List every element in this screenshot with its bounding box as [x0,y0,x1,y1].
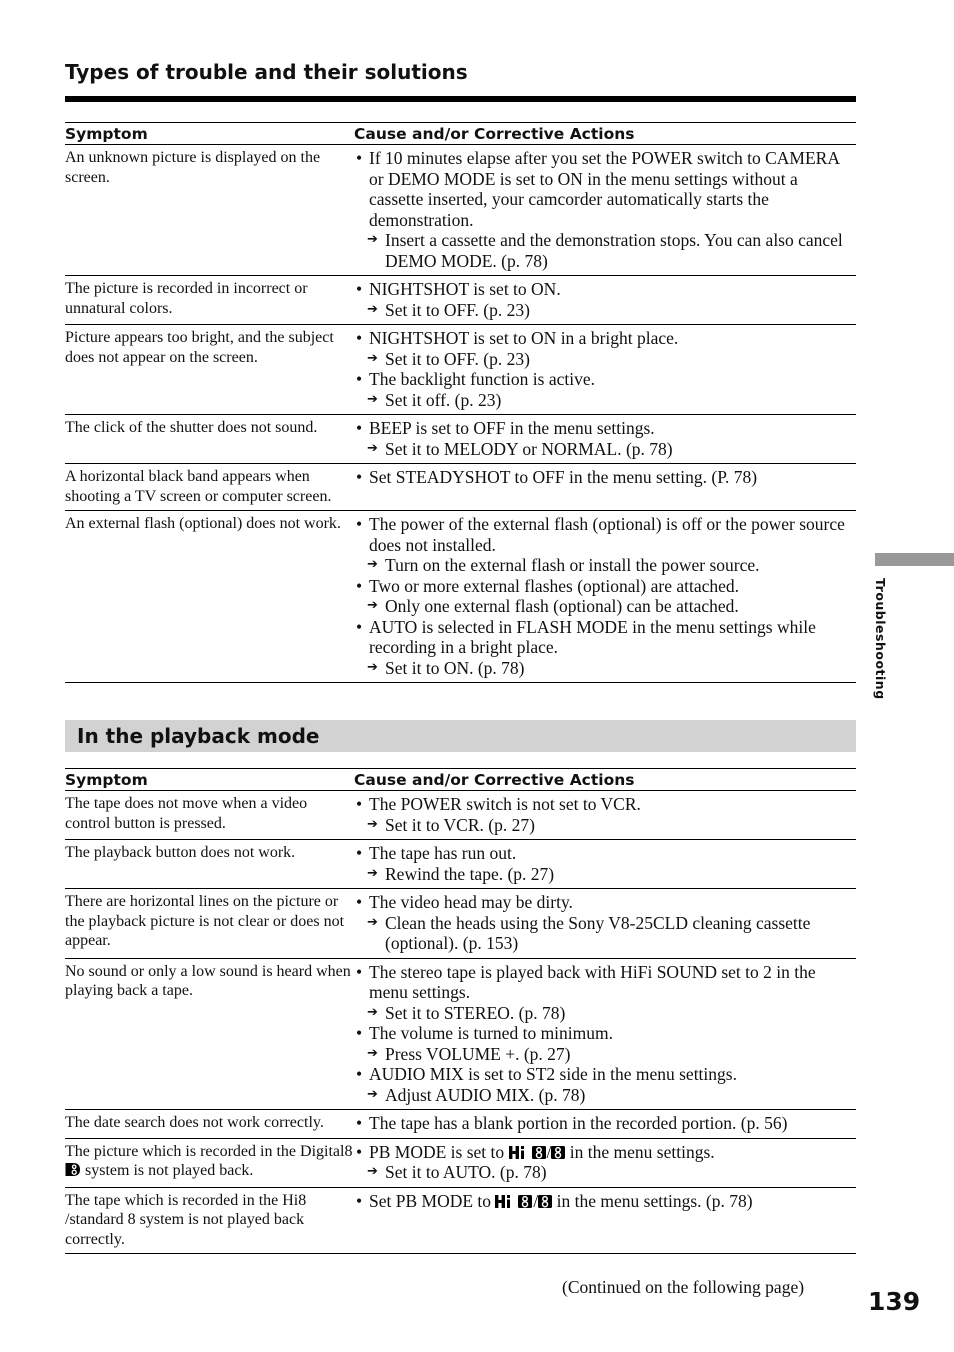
symptom-cell: The playback button does not work. [65,840,354,889]
symptom-cell: The tape does not move when a video control button is pressed. [65,791,354,840]
corrective-action [354,300,856,321]
action-text: Rewind the tape. (p. 27) [385,863,555,884]
right-arrow-icon: ➔ [367,816,378,832]
bullet-item [354,1113,856,1134]
corrective-action [354,1085,856,1106]
corrective-action [354,1162,856,1183]
playback-trouble-table [65,768,856,1254]
action-text: Set it to MELODY or NORMAL. (p. 78) [385,438,673,459]
cause-cell [354,791,856,840]
table-row [65,791,856,840]
symptom-cell: An external flash (optional) does not work. [65,511,354,683]
bullet-item [354,514,856,555]
action-text: Insert a cassette and the demonstration stops. You can also cancel DEMO MODE. (p. 78) [385,230,843,271]
cause-cell [354,1110,856,1139]
action-text: Set it to OFF. (p. 23) [385,348,530,369]
action-text: Two or more external flashes (optional) are attached. [369,575,740,596]
hi8-logo-icon [509,1145,547,1160]
action-text: The backlight function is active. [369,369,595,389]
action-text: The video head may be dirty. [369,892,573,912]
right-arrow-icon: ➔ [367,1045,378,1061]
side-section-label: Troubleshooting [873,578,888,700]
right-arrow-icon: ➔ [367,865,378,881]
recording-trouble-table [65,122,856,683]
action-text: The tape has a blank portion in the recorded portion. (p. 56) [369,1113,788,1133]
bullet-item [354,1064,856,1085]
table-row [65,415,856,464]
action-text: BEEP is set to OFF in the menu settings. [369,418,655,438]
table-row [65,958,856,1110]
corrective-action [354,555,856,576]
right-arrow-icon: ➔ [367,232,378,247]
action-list [354,1113,856,1134]
action-text: / [546,1141,552,1162]
action-text: Adjust AUDIO MIX. (p. 78) [385,1084,586,1105]
action-text: Press VOLUME +. (p. 27) [385,1043,571,1064]
right-arrow-icon: ➔ [367,440,378,456]
symptom-cell: The click of the shutter does not sound. [65,415,354,464]
bullet-item [354,1142,856,1163]
action-text: Set STEADYSHOT to OFF in the menu setting. (P. 78) [369,467,758,487]
symptom-header: Symptom [65,123,354,145]
action-list [354,794,856,835]
corrective-action [354,230,856,271]
action-text: / [533,1190,539,1211]
table-row [65,276,856,325]
action-text: Set it off. (p. 23) [385,389,502,410]
corrective-action [354,864,856,885]
right-arrow-icon: ➔ [367,1004,378,1020]
right-arrow-icon: ➔ [367,1164,378,1179]
action-text: in the menu settings. (p. 78) [552,1190,753,1211]
action-text: Set PB MODE to [369,1190,496,1211]
corrective-action [354,439,856,460]
bullet-item [354,418,856,439]
action-text: Set it to VCR. (p. 27) [385,814,535,835]
action-text: The POWER switch is not set to VCR. [369,794,641,814]
side-tab-marker [875,553,954,566]
action-list [354,467,856,488]
action-list [354,148,856,271]
table-row [65,889,856,959]
action-text: PB MODE is set to [369,1141,509,1162]
corrective-action [354,596,856,617]
bullet-item [354,617,856,658]
symptom-cell: The picture is recorded in incorrect or unnatural colors. [65,276,354,325]
symptom-text: The picture which is recorded in the Digital8 [65,1142,353,1160]
right-arrow-icon: ➔ [367,557,378,572]
action-text: NIGHTSHOT is set to ON. [369,279,561,299]
action-list [354,892,856,954]
section-title: Types of trouble and their solutions [65,60,468,84]
table-row [65,145,856,276]
table-header-row [65,123,856,145]
cause-cell [354,415,856,464]
cause-cell [354,1138,856,1187]
right-arrow-icon: ➔ [367,350,378,366]
symptom-cell: No sound or only a low sound is heard when playing back a tape. [65,958,354,1110]
symptom-cell: Picture appears too bright, and the subject does not appear on the screen. [65,325,354,415]
bullet-item [354,369,856,390]
table-row [65,1110,856,1139]
action-text: Turn on the external flash or install the power source. [385,555,760,575]
action-text: in the menu settings. [565,1141,715,1162]
cause-cell [354,511,856,683]
symptom-cell: An unknown picture is displayed on the screen. [65,145,354,276]
standard-8-logo-icon [538,1194,552,1209]
action-list [354,418,856,459]
action-text: AUDIO MIX is set to ST2 side in the menu settings. [369,1064,737,1084]
cause-header: Cause and/or Corrective Actions [354,769,856,791]
action-text: The volume is turned to minimum. [369,1023,614,1043]
cause-cell [354,276,856,325]
corrective-action [354,815,856,836]
action-text: NIGHTSHOT is set to ON in a bright place. [369,328,679,348]
right-arrow-icon: ➔ [367,659,378,675]
action-text: If 10 minutes elapse after you set the POWER switch to CAMERA or DEMO MODE is set to ON in the menu settings without a cassette inserted, your camcorder automatically starts the demonstration. [369,148,839,230]
action-list [354,514,856,678]
table-row [65,325,856,415]
bullet-item [354,328,856,349]
table-row [65,1138,856,1187]
action-list [354,1142,856,1183]
standard-8-logo-icon [551,1145,565,1160]
symptom-header: Symptom [65,769,354,791]
symptom-cell [65,1138,354,1187]
action-text: Clean the heads using the Sony V8-25CLD cleaning cassette (optional). (p. 153) [385,912,811,953]
cause-cell [354,145,856,276]
table-row [65,840,856,889]
table-row [65,511,856,683]
cause-cell [354,958,856,1110]
playback-section-bar [65,720,856,752]
bullet-item [354,1023,856,1044]
action-text: The tape has run out. [369,843,517,863]
action-list [354,1191,856,1212]
cause-cell [354,325,856,415]
action-list [354,328,856,410]
action-list [354,279,856,320]
hi8-logo-icon [495,1194,533,1209]
cause-cell [354,1187,856,1254]
section-rule [65,96,856,102]
symptom-cell: The tape which is recorded in the Hi8 /standard 8 system is not played back correctly. [65,1187,354,1254]
digital8-logo-icon [65,1162,81,1177]
bullet-item [354,467,856,488]
corrective-action [354,1003,856,1024]
action-text: Set it to OFF. (p. 23) [385,299,530,320]
action-text: The power of the external flash (optional) is off or the power source does not installed. [369,514,845,555]
right-arrow-icon: ➔ [367,1086,378,1102]
symptom-text: system is not played back. [81,1162,254,1179]
action-list [354,843,856,884]
cause-cell [354,889,856,959]
corrective-action [354,349,856,370]
action-text: Only one external flash (optional) can be attached. [385,596,739,616]
cause-cell [354,464,856,511]
symptom-cell: The date search does not work correctly. [65,1110,354,1139]
table-header-row [65,769,856,791]
action-text: Set it to ON. (p. 78) [385,657,525,678]
bullet-item [354,794,856,815]
cause-cell [354,840,856,889]
bullet-item [354,1191,856,1212]
corrective-action [354,1044,856,1065]
corrective-action [354,658,856,679]
table-row [65,464,856,511]
bullet-item [354,576,856,597]
table-row [65,1187,856,1254]
continued-note: (Continued on the following page) [562,1277,805,1297]
action-text: Set it to AUTO. (p. 78) [385,1162,547,1182]
right-arrow-icon: ➔ [367,914,378,930]
right-arrow-icon: ➔ [367,598,378,613]
symptom-cell: There are horizontal lines on the picture or the playback picture is not clear or does not appear. [65,889,354,959]
bullet-item [354,843,856,864]
cause-header: Cause and/or Corrective Actions [354,123,856,145]
bullet-item [354,892,856,913]
right-arrow-icon: ➔ [367,301,378,317]
corrective-action [354,913,856,954]
bullet-item [354,148,856,230]
action-text: The stereo tape is played back with HiFi SOUND set to 2 in the menu settings. [369,961,816,1002]
corrective-action [354,390,856,411]
symptom-cell: A horizontal black band appears when shooting a TV screen or computer screen. [65,464,354,511]
bullet-item [354,962,856,1003]
bullet-item [354,279,856,300]
action-text: AUTO is selected in FLASH MODE in the menu settings while recording in a bright place. [369,616,816,657]
page-number: 139 [868,1287,921,1316]
right-arrow-icon: ➔ [367,391,378,407]
playback-section-title: In the playback mode [77,724,320,748]
action-text: Set it to STEREO. (p. 78) [385,1002,566,1023]
action-list [354,962,856,1106]
